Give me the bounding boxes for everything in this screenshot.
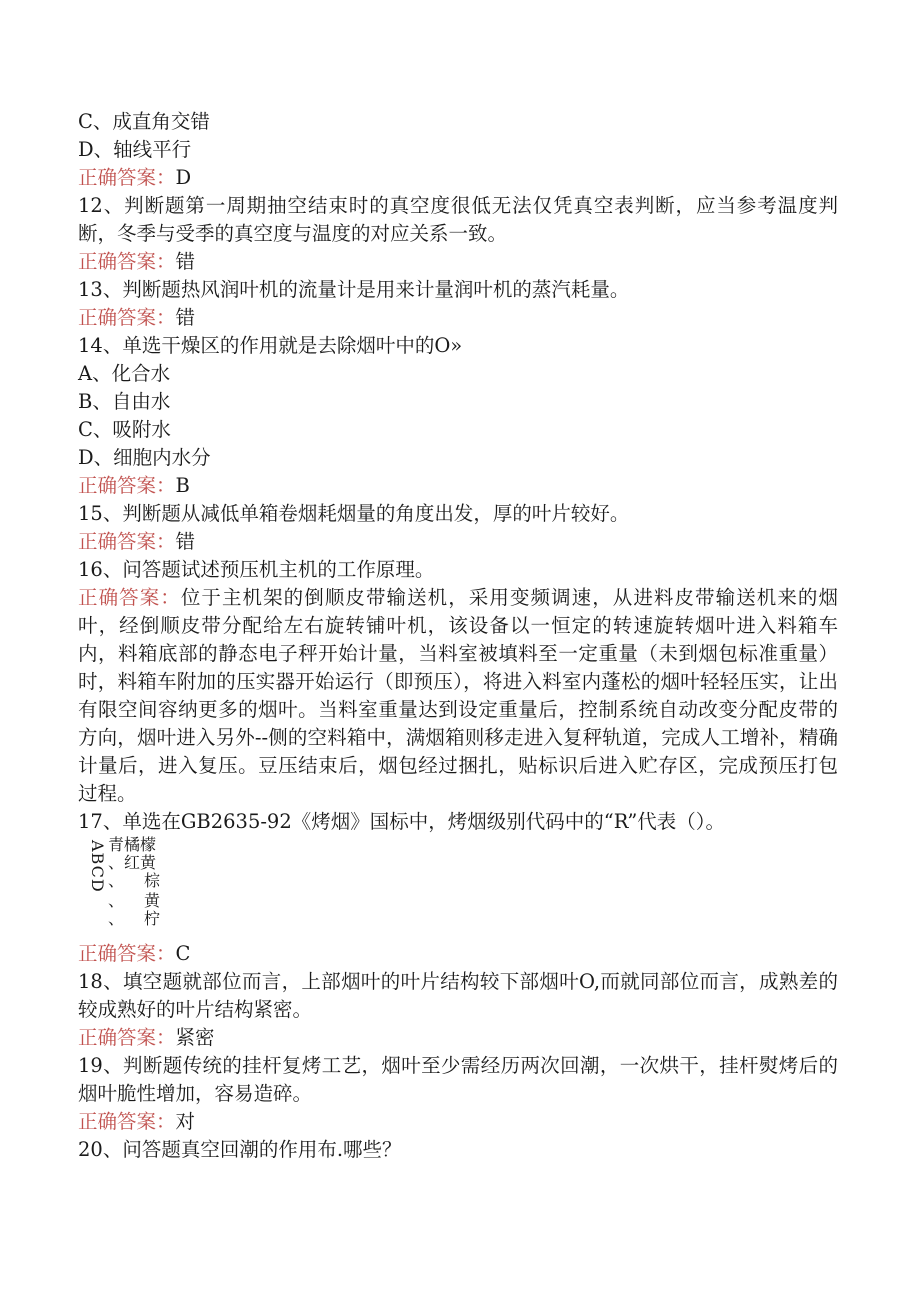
answer-q18 xyxy=(78,1024,838,1052)
answer-label: 正确答案： xyxy=(78,474,176,497)
answer-q17 xyxy=(78,940,838,968)
answer-q14 xyxy=(78,472,838,500)
question-18: 18、填空题就部位而言，上部烟叶的叶片结构较下部烟叶O,而就同部位而言，成熟差的较成熟好的叶片结构紧密。 xyxy=(78,970,838,1021)
scrambled-fragment: 、 xyxy=(108,871,125,890)
answer-label: 正确答案： xyxy=(78,1026,176,1049)
scrambled-options xyxy=(78,836,838,940)
option-letters: ABCD xyxy=(88,840,107,893)
answer-label: 正确答案： xyxy=(78,166,176,189)
option-d: D、轴线平行 xyxy=(78,138,192,161)
answer-value: 错 xyxy=(175,250,196,273)
answer-value: 错 xyxy=(175,530,196,553)
answer-label: 正确答案： xyxy=(78,530,176,553)
question-20: 20、问答题真空回潮的作用布.哪些？ xyxy=(78,1138,402,1161)
answer-value: C xyxy=(175,942,191,965)
question-17: 17、单选在GB2635-92《烤烟》国标中，烤烟级别代码中的“R”代表（）。 xyxy=(78,810,726,833)
question-16: 16、问答题试述预压机主机的工作原理。 xyxy=(78,558,435,581)
answer-label: 正确答案： xyxy=(78,250,176,273)
answer-q15 xyxy=(78,528,838,556)
question-13: 13、判断题热风润叶机的流量计是用来计量润叶机的蒸汽耗量。 xyxy=(78,278,630,301)
answer-label: 正确答案： xyxy=(78,1110,176,1133)
answer-q12 xyxy=(78,248,838,276)
question-15: 15、判断题从减低单箱卷烟耗烟量的角度出发，厚的叶片较好。 xyxy=(78,502,630,525)
option-b: B、自由水 xyxy=(78,390,171,413)
answer-value: D xyxy=(175,166,192,189)
option-c: C、吸附水 xyxy=(78,418,171,441)
answer-label: 正确答案： xyxy=(78,942,176,965)
scrambled-fragment: 棕 xyxy=(144,871,161,890)
scrambled-fragment: 、红黄 xyxy=(108,853,157,872)
scrambled-fragment: 、 xyxy=(108,891,125,910)
answer-value: 紧密 xyxy=(175,1026,215,1049)
answer-value: 位于主机架的倒顺皮带输送机，采用变频调速，从进料皮带输送机来的烟叶，经倒顺皮带分配给左右旋转铺叶机，该设备以一恒定的转速旋转烟叶进入料箱车内，料箱底部的静态电子秤开始计量，当料室被填料至一定重量（未到烟包标准重量）时，料箱车附加的压实器开始运行（即预压），将进入料室内蓬松的烟叶轻轻压实，让出有限空间容纳更多的烟叶。当料室重量达到设定重量后，控制系统自动改变分配皮带的方向，烟叶进入另外--侧的空料箱中，满烟箱则移走进入复秤轨道，完成人工增补，精确计量后，进入复压。豆压结束后，烟包经过捆扎，贴标识后进入贮存区，完成预压打包过程。 xyxy=(78,586,838,805)
answer-value: 对 xyxy=(175,1110,196,1133)
answer-q13 xyxy=(78,304,838,332)
answer-q16 xyxy=(78,584,838,808)
answer-value: B xyxy=(175,474,190,497)
answer-value: 错 xyxy=(175,306,196,329)
question-14: 14、单选干燥区的作用就是去除烟叶中的O» xyxy=(78,334,463,357)
option-c: C、成直角交错 xyxy=(78,110,210,133)
scrambled-top: 青橘檬 xyxy=(108,835,157,854)
question-12: 12、判断题第一周期抽空结束时的真空度很低无法仅凭真空表判断，应当参考温度判断，冬季与受季的真空度与温度的对应关系一致。 xyxy=(78,194,838,245)
answer-q11 xyxy=(78,164,838,192)
question-19: 19、判断题传统的挂杆复烤工艺，烟叶至少需经历两次回潮，一次烘干，挂杆熨烤后的烟叶脆性增加，容易造碎。 xyxy=(78,1054,838,1105)
answer-q19 xyxy=(78,1108,838,1136)
scrambled-fragment: 柠 xyxy=(144,909,161,928)
scrambled-fragment: 、 xyxy=(108,909,125,928)
scrambled-fragment: 黄 xyxy=(144,891,161,910)
option-d: D、细胞内水分 xyxy=(78,446,211,469)
answer-label: 正确答案： xyxy=(78,306,176,329)
option-a: A、化合水 xyxy=(78,362,171,385)
answer-label: 正确答案： xyxy=(78,586,181,609)
question-list xyxy=(78,108,838,1164)
